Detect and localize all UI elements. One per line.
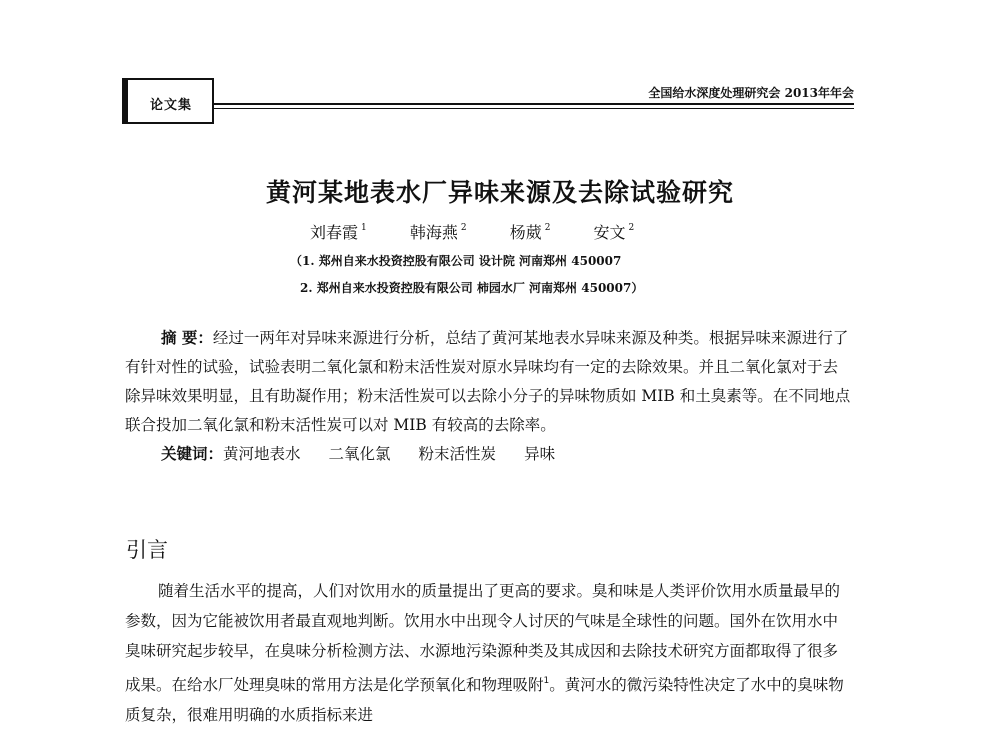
header-rule (214, 103, 854, 105)
keywords-row (125, 440, 853, 469)
abstract-paragraph (125, 324, 853, 440)
author (510, 220, 551, 243)
section-body (125, 576, 853, 730)
body-text-continued: 。黄河水的微污染特性决定了水中的臭味物质复杂，很难用明确的水质指标来进 (125, 676, 844, 724)
keyword: 粉末活性炭 (418, 445, 497, 463)
author-affil-mark: 2 (628, 223, 635, 233)
author-name: 杨葳 (509, 223, 542, 242)
author (410, 220, 467, 243)
keyword: 异味 (524, 445, 556, 463)
affiliation-1: （1. 郑州自来水投资控股有限公司 设计院 河南郑州 450007 (290, 254, 622, 268)
keyword: 二氧化氯 (328, 445, 391, 463)
citation-ref: 1 (543, 676, 550, 686)
keywords-label: 关键词： (161, 445, 224, 463)
author-affil-mark: 2 (460, 223, 467, 233)
header-rule-thin (214, 108, 854, 109)
keyword: 黄河地表水 (223, 445, 301, 463)
author-affil-mark: 1 (361, 223, 367, 233)
abstract (125, 324, 853, 469)
affiliation-2: 2. 郑州自来水投资控股有限公司 柿园水厂 河南郑州 450007） (300, 281, 644, 295)
abstract-text: 经过一两年对异味来源进行分析，总结了黄河某地表水异味来源及种类。根据异味来源进行了有针对性的试验，试验表明二氧化氯和粉末活性炭对原水异味均有一定的去除效果。并且二氧化氯对于去除异味效果明显，且有助凝作用；粉末活性炭可以去除小分子的异味物质如 MIB 和土臭素等。在不同地点联合投加二氧化氯和粉末活性炭可以对 MIB 有较高的去除率。 (125, 329, 851, 434)
collection-badge (122, 78, 214, 124)
author-name: 韩海燕 (409, 223, 458, 242)
collection-badge-label: 论文集 (150, 98, 193, 113)
author (310, 220, 367, 243)
paper-title: 黄河某地表水厂异味来源及去除试验研究 (265, 178, 734, 207)
author-name: 安文 (593, 223, 626, 242)
author (594, 220, 635, 243)
author-affil-mark: 2 (544, 223, 551, 233)
author-list (310, 220, 672, 243)
author-name: 刘春霞 (310, 223, 359, 242)
section-heading: 引言 (126, 538, 168, 562)
abstract-label: 摘 要： (161, 329, 213, 347)
body-paragraph (125, 576, 853, 730)
body-text: 随着生活水平的提高，人们对饮用水的质量提出了更高的要求。臭和味是人类评价饮用水质量最早的参数，因为它能被饮用者最直观地判断。饮用水中出现令人讨厌的气味是全球性的问题。国外在饮用水中臭味研究起步较早，在臭味分析检测方法、水源地污染源种类及其成因和去除技术研究方面都取得了很多成果。在给水厂处理臭味的常用方法是化学预氧化和物理吸附 (125, 582, 841, 694)
conference-name: 全国给水深度处理研究会 2013年年会 (648, 86, 854, 100)
